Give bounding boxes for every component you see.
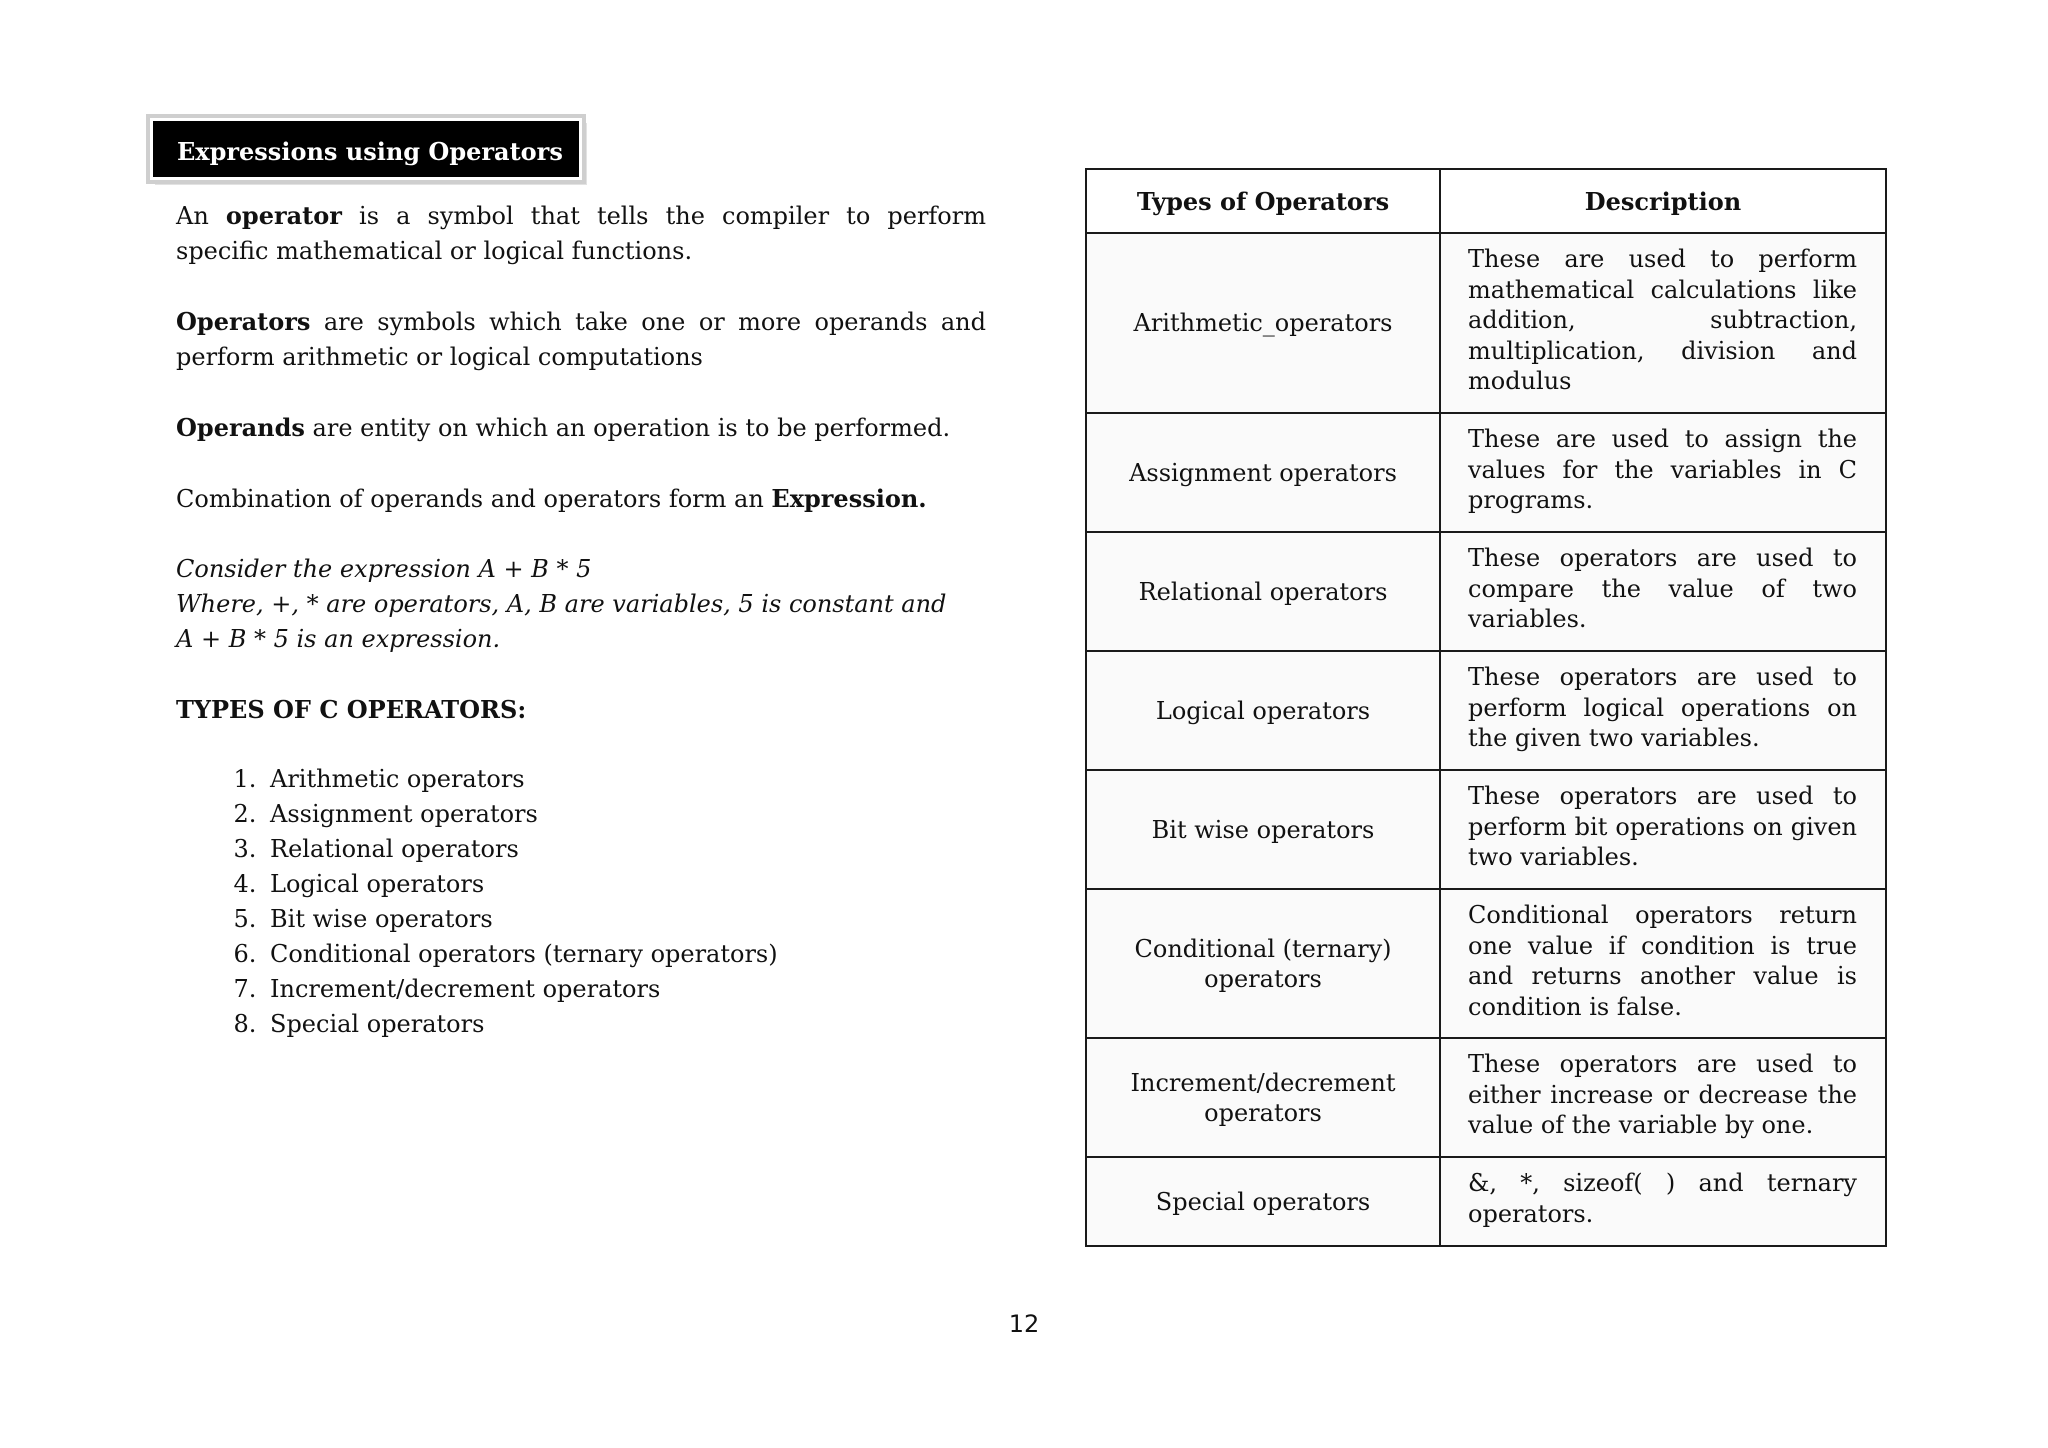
table-row bbox=[1086, 889, 1886, 1038]
operands-definition: Operands are entity on which an operation is to be performed. bbox=[176, 413, 951, 442]
expression-term: Expression. bbox=[771, 484, 927, 513]
operator-type-cell: Relational operators bbox=[1086, 532, 1440, 651]
table-row bbox=[1086, 532, 1886, 651]
example-line: Consider the expression A + B * 5 bbox=[176, 555, 592, 583]
operators-definition: Operators are symbols which take one or more operands and perform arithmetic or logical computations bbox=[176, 307, 986, 371]
table-row bbox=[1086, 651, 1886, 770]
operator-type-cell: Assignment operators bbox=[1086, 413, 1440, 532]
description-cell: &, *, sizeof( ) and ternary operators. bbox=[1440, 1157, 1886, 1246]
operator-type-cell: Arithmetic_operators bbox=[1086, 233, 1440, 413]
operator-term: operator bbox=[225, 201, 342, 230]
description-cell: These operators are used to perform logical operations on the given two variables. bbox=[1440, 651, 1886, 770]
operator-type-cell: Bit wise operators bbox=[1086, 770, 1440, 889]
table-header-row bbox=[1086, 169, 1886, 233]
list-item: 5. Bit wise operators bbox=[264, 902, 986, 937]
list-item: 3. Relational operators bbox=[264, 832, 986, 867]
description-cell: These operators are used to compare the value of two variables. bbox=[1440, 532, 1886, 651]
operator-type-cell: Special operators bbox=[1086, 1157, 1440, 1246]
types-list bbox=[176, 762, 986, 1042]
section-title: Expressions using Operators bbox=[150, 118, 582, 180]
table-row bbox=[1086, 770, 1886, 889]
list-item: 7. Increment/decrement operators bbox=[264, 972, 986, 1007]
operator-type-cell: Logical operators bbox=[1086, 651, 1440, 770]
intro-column bbox=[176, 198, 986, 1042]
description-cell: These operators are used to perform bit operations on given two variables. bbox=[1440, 770, 1886, 889]
operator-type-cell: Increment/decrement operators bbox=[1086, 1038, 1440, 1157]
list-item: 4. Logical operators bbox=[264, 867, 986, 902]
table-row bbox=[1086, 233, 1886, 413]
expression-definition: Combination of operands and operators form an Expression. bbox=[176, 484, 927, 513]
table-row bbox=[1086, 413, 1886, 532]
description-cell: Conditional operators return one value if condition is true and returns another value is condition is false. bbox=[1440, 889, 1886, 1038]
operator-type-cell: Conditional (ternary) operators bbox=[1086, 889, 1440, 1038]
example-line: A + B * 5 is an expression. bbox=[176, 625, 501, 653]
list-item: 8. Special operators bbox=[264, 1007, 986, 1042]
description-cell: These operators are used to either increase or decrease the value of the variable by one. bbox=[1440, 1038, 1886, 1157]
example-line: Where, +, * are operators, A, B are variables, 5 is constant and bbox=[176, 590, 947, 618]
operator-definition: An operator is a symbol that tells the compiler to perform specific mathematical or logical functions. bbox=[176, 201, 986, 265]
operators-term: Operators bbox=[176, 307, 311, 336]
page-number: 12 bbox=[1008, 1310, 1040, 1338]
description-cell: These are used to perform mathematical calculations like addition, subtraction, multiplication, division and modulus bbox=[1440, 233, 1886, 413]
types-heading: TYPES OF C OPERATORS: bbox=[176, 695, 527, 724]
list-item: 1. Arithmetic operators bbox=[264, 762, 986, 797]
operators-table bbox=[1085, 168, 1887, 1247]
table-row bbox=[1086, 1038, 1886, 1157]
example-block bbox=[176, 552, 986, 657]
column-header-description: Description bbox=[1440, 169, 1886, 233]
operands-term: Operands bbox=[176, 413, 305, 442]
table-row bbox=[1086, 1157, 1886, 1246]
column-header-type: Types of Operators bbox=[1086, 169, 1440, 233]
description-cell: These are used to assign the values for the variables in C programs. bbox=[1440, 413, 1886, 532]
list-item: 6. Conditional operators (ternary operators) bbox=[264, 937, 986, 972]
list-item: 2. Assignment operators bbox=[264, 797, 986, 832]
